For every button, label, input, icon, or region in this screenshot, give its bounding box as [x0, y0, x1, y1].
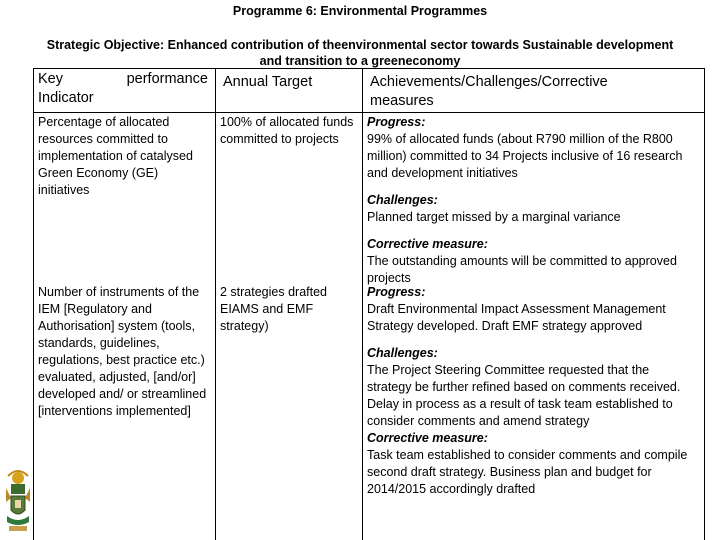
row2-challenges-text: The Project Steering Committee requested that the strategy be further refined based on comments received. Delay in process as a result of task team established to consider comments and amend strategy [367, 363, 681, 428]
row2-progress-label: Progress: [367, 285, 426, 299]
page-title: Programme 6: Environmental Programmes [232, 4, 488, 18]
column-divider-2 [362, 68, 363, 540]
header-achievements: Achievements/Challenges/Corrective measures [370, 74, 608, 109]
header-annual-target: Annual Target [223, 74, 313, 90]
column-divider-1 [215, 68, 216, 540]
row2-kpi: Number of instruments of the IEM [Regulatory and Authorisation] system (tools, standards, guidelines, regulations, best practice etc.) evaluated, adjusted, [and/or] developed and/ or streamlined [interventions implemented] [38, 285, 207, 418]
row1-corrective-text: The outstanding amounts will be committed to approved projects [367, 254, 677, 285]
row1-achievements [367, 114, 697, 287]
row1-progress-text: 99% of allocated funds (about R790 million of the R800 million) committed to 34 Projects inclusive of 16 research and development initiatives [367, 132, 683, 180]
row2-challenges-label: Challenges: [367, 346, 438, 360]
row1-challenges-text: Planned target missed by a marginal variance [367, 210, 621, 224]
row2-corrective-text: Task team established to consider comments and compile second draft strategy. Business plan and budget for 2014/2015 accordingly drafted [367, 448, 688, 496]
table-top-border [33, 68, 705, 69]
row2-target: 2 strategies drafted EIAMS and EMF strategy) [220, 285, 328, 333]
row1-target: 100% of allocated funds committed to projects [220, 115, 354, 146]
row2-achievements [367, 284, 697, 498]
coat-of-arms-logo-icon [2, 468, 34, 534]
row1-corrective-label: Corrective measure: [367, 237, 488, 251]
row2-progress-text: Draft Environmental Impact Assessment Management Strategy developed. Draft EMF strategy approved [367, 302, 666, 333]
row1-kpi: Percentage of allocated resources committed to implementation of catalysed Green Economy (GE) initiatives [38, 115, 193, 197]
header-kpi: Key performance Indicator [38, 71, 208, 106]
row1-progress-label: Progress: [367, 115, 426, 129]
row2-corrective-label: Corrective measure: [367, 431, 488, 445]
table-right-border [704, 68, 705, 540]
row1-challenges-label: Challenges: [367, 193, 438, 207]
strategic-objective: Strategic Objective: Enhanced contribution of theenvironmental sector towards Sustainable development and transition to a greeneconomy [46, 38, 674, 68]
table-header-divider [33, 112, 705, 113]
